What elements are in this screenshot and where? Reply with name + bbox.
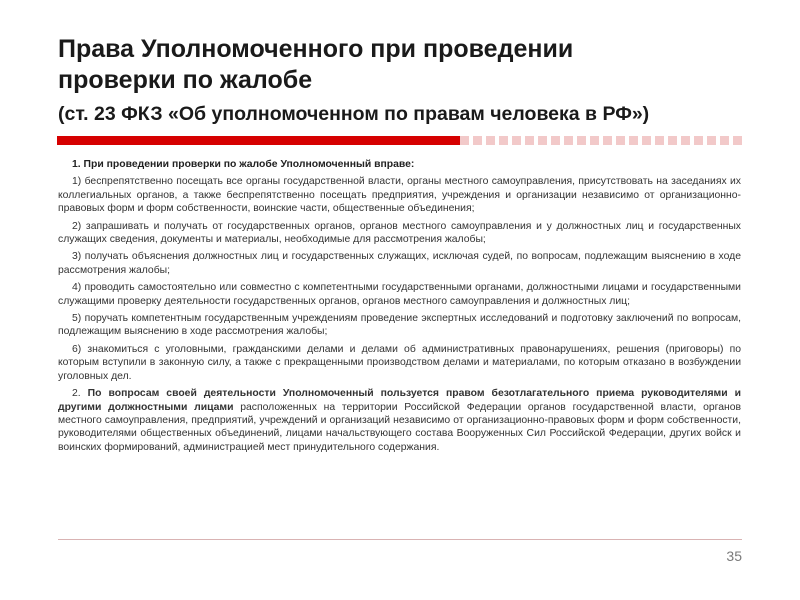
slide-title-block [58, 34, 758, 127]
paragraph-item-2: 2) запрашивать и получать от государственных органов, органов местного самоуправления и у должностных лиц и государственных служащих сведения, документы и материалы, необходимые для рассмотрения жалобы; [58, 220, 741, 246]
paragraph-item-5: 5) поручать компетентным государственным учреждениям проведение экспертных исследований и подготовку заключений по вопросам, подлежащим выяснению в ходе рассмотрения жалобы; [58, 313, 741, 338]
slide-title-line-1: Права Уполномоченного при проведении [58, 35, 574, 63]
paragraph-item-6: 6) знакомиться с уголовными, гражданскими делами и делами об административных правонарушениях, решения (приговоры) по которым вступили в законную силу, а также с прекращенными производством делами и материалами, по которым отказано в возбуждении уголовных дел. [58, 343, 741, 382]
slide-subtitle: (ст. 23 ФКЗ «Об уполномоченном по правам человека в РФ») [58, 103, 650, 125]
slide-body [58, 158, 741, 458]
paragraph-part-2 [58, 387, 741, 454]
paragraph-part-2-rest: расположенных на территории Российской Федерации органов государственной власти, органов местного самоуправления, предприятий, учреждений и организаций независимо от организационно-правовых форм и форм собственности, руководителями общественных объединений, лицами начальствующего состава Вооруженных Сил Российской Федерации, других войск и воинских формирований, администрацией мест принудительного содержания. [58, 401, 742, 453]
accent-dashed-bar [460, 136, 746, 145]
paragraph-part-2-number: 2. [72, 388, 88, 400]
paragraph-item-1: 1) беспрепятственно посещать все органы государственной власти, органы местного самоуправления, присутствовать на заседаниях их коллегиальных органов, а также беспрепятственно посещать предприятия, учреждения и организации независимо от организационно-правовых форм и форм собственности, воинские части, общественные объединения; [58, 176, 741, 215]
paragraph-item-3: 3) получать объяснения должностных лиц и государственных служащих, исключая судей, по вопросам, подлежащим выяснению в ходе рассмотрения жалобы; [58, 251, 741, 276]
accent-bar [57, 136, 460, 145]
paragraph-item-4: 4) проводить самостоятельно или совместно с компетентными государственными органами, должностными лицами и государственными служащими проверку деятельности государственных органов, органов местного самоуправления и должностных лиц; [58, 282, 741, 307]
paragraph-part-2-bold: По вопросам своей деятельности Уполномоченный пользуется правом безотлагательного приема руководителями и другими должностными лицами [58, 388, 741, 413]
page-number: 35 [726, 548, 742, 564]
bottom-divider [58, 539, 742, 540]
paragraph-intro: 1. При проведении проверки по жалобе Уполномоченный вправе: [72, 159, 415, 170]
slide-title-line-2: проверки по жалобе [58, 66, 313, 94]
